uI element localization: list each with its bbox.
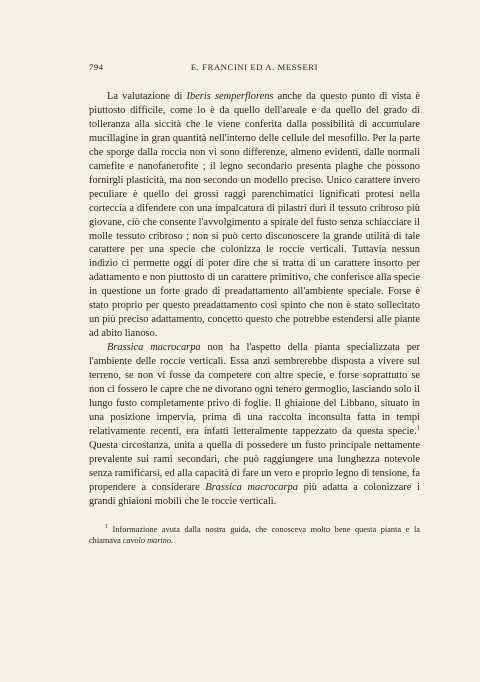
footnote-ref[interactable]: 1	[416, 424, 420, 432]
running-head-authors: E. FRANCINI ED A. MESSERI	[190, 62, 319, 72]
text-run: non ha l'aspetto della pianta specializzata per l'ambiente delle roccie verticali. Essa anzi sembrerebbe disposta a vivere sul terreno, se non vi fosse da competere con altre specie, e forse soprattutto se non ci fossero le capre che ne divorano ogni tenero germoglio, lasciando solo il lungo fusto completamente privo di foglie. Il ghiaione del Libbano, situato in una posizione impervia, prima di una raccolta inconsulta fatta in tempi relativamente recenti, era infatti letteralmente tappezzato da questa specie.	[89, 342, 421, 437]
running-head	[89, 62, 420, 76]
paragraph-brassica	[89, 341, 420, 508]
species-name: Iberis semperflorens	[186, 91, 274, 102]
text-run: Questa circostanza, unita a quella di possedere un fusto principale nettamente prevalente sui rami secondari, che può raggiungere una lunghezza notevole senza ramificarsi, ed alla capacità di fare un vero e proprio legno di tensione, fa propendere a considerare	[89, 439, 420, 493]
footnote-text: Informazione avuta dalla nostra guida, che conosceva molto bene questa pianta e la chiamava	[89, 524, 420, 545]
page-number: 794	[89, 62, 104, 72]
species-name: Brassica macrocarpa	[107, 342, 201, 354]
footnote-marker: 1	[105, 523, 108, 530]
footnote	[89, 524, 420, 546]
footnote-italic: cavolo marino	[122, 535, 172, 545]
body-text	[89, 90, 420, 509]
species-name: Brassica macrocarpa	[205, 481, 298, 493]
text-run: La valutazione di	[107, 91, 187, 102]
text-run: anche da questo punto di vista è piuttosto difficile, come lo è da quello dell'areale e da quello del grado di tolleranza alla siccità che le viene conferita dalla possibilità di accumulare mucillagine in gran quantità nell'interno delle cellule del mesofillo. Per la parte che sporge dalla roccia non vi sono differenze, almeno evidenti, dalle normali camefite e nanofanerofite ; il legno secondario presenta plaghe che possono fornirgli plasticità, ma non secondo un modello preciso. Unico carattere invero peculiare è quello dei grossi raggi parenchimatici lignificati protesi nella corteccia a difendere con una impalcatura di pilastri duri il tessuto cribroso più giovane, ciò che consente l'avvolgimento a spirale del fusto senza schiacciare il molle tessuto cribroso ; non si può certo disconoscere la grande utilità di tale carattere per una specie che colonizza le roccie verticali. Tuttavia nessun indizio ci permette oggi di poter dire che si tratta di un carattere insorto per adattamento e non piuttosto di un carattere primitivo, che conferisce alla specie in questione un forte grado di preadattamento all'ambiente speciale. Forse è stato proprio per questo preadattamento così spinto che non è stato sollecitato un più preciso adattamento, concetto questo che potrebbe estendersi alle piante ad abito lianoso.	[89, 91, 420, 340]
text-run: più adatta a colonizzare i grandi ghiaioni mobili che le roccie verticali.	[89, 481, 420, 507]
footnote-text: .	[171, 535, 174, 545]
paragraph-iberis	[89, 90, 420, 341]
